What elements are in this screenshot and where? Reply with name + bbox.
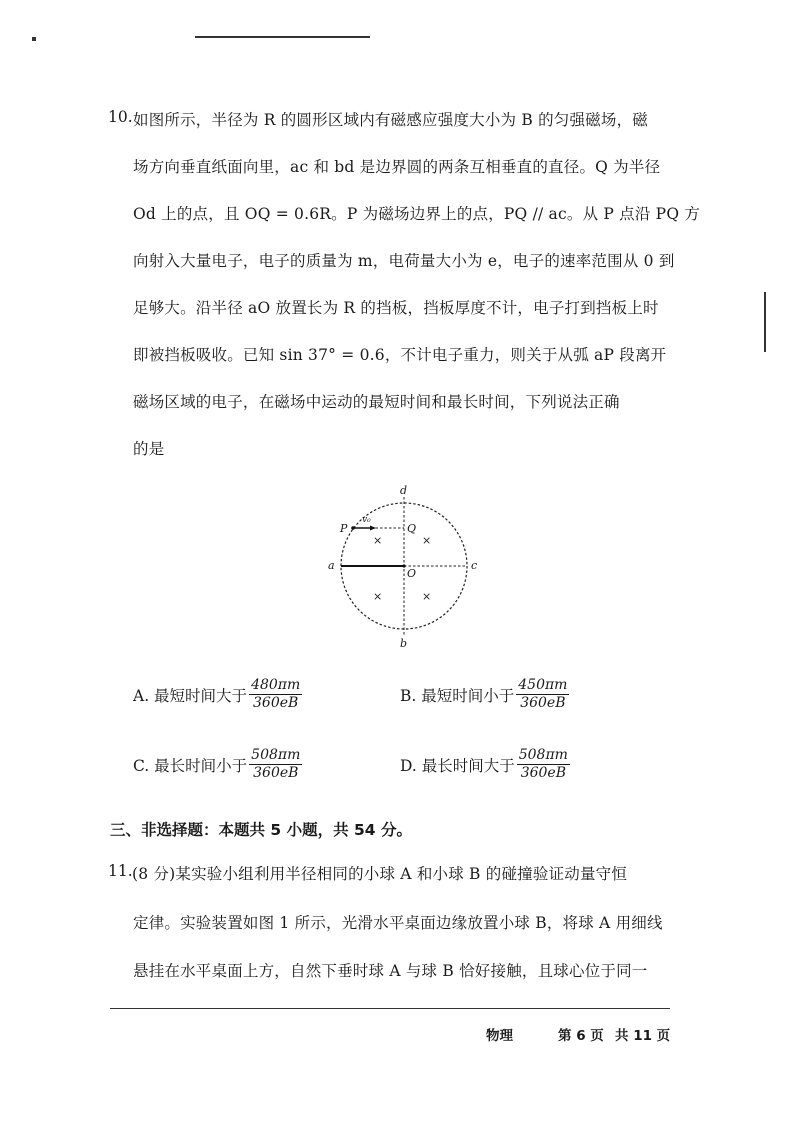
option-d <box>400 747 570 782</box>
option-d-fraction <box>517 747 570 782</box>
label-c: c <box>471 559 478 572</box>
option-c-fraction <box>249 747 302 782</box>
option-b-fraction <box>516 677 569 712</box>
label-Q: Q <box>407 522 417 535</box>
question-11-line-3: 悬挂在水平桌面上方，自然下垂时球 A 与球 B 恰好接触，且球心位于同一 <box>133 962 648 980</box>
option-c-text: C. 最长时间小于 <box>133 756 248 775</box>
point-O <box>402 564 405 567</box>
option-a <box>133 677 302 712</box>
footer-page-number: 第 6 页 <box>558 1028 604 1044</box>
option-a-text: A. 最短时间大于 <box>133 686 248 705</box>
scan-edge-mark <box>764 292 766 352</box>
label-P: P <box>340 522 348 535</box>
scan-artifact-mark <box>32 37 36 41</box>
option-d-denominator: 360eB <box>520 765 566 781</box>
question-10-line-3: Od 上的点，且 OQ = 0.6R。P 为磁场边界上的点，PQ // ac。从 P 点沿 PQ 方 <box>133 205 701 223</box>
footer-subject: 物理 <box>486 1028 513 1044</box>
option-d-text: D. 最长时间大于 <box>400 756 515 775</box>
label-a: a <box>328 559 335 572</box>
field-cross-3: × <box>373 590 383 603</box>
option-b-denominator: 360eB <box>520 695 566 711</box>
footer-total-pages: 共 11 页 <box>615 1028 671 1044</box>
label-d: d <box>400 484 408 497</box>
question-11-number: 11. <box>108 862 133 880</box>
label-v0: v₀ <box>362 515 371 525</box>
label-b: b <box>400 637 408 650</box>
question-10-line-1: 如图所示，半径为 R 的圆形区域内有磁感应强度大小为 B 的匀强磁场，磁 <box>133 111 648 129</box>
option-d-numerator: 508πm <box>518 747 568 763</box>
option-c-numerator: 508πm <box>251 747 301 763</box>
question-10-line-8: 的是 <box>133 440 165 458</box>
option-c <box>133 747 302 782</box>
velocity-arrowhead <box>370 526 376 531</box>
question-10-line-7: 磁场区域的电子，在磁场中运动的最短时间和最长时间，下列说法正确 <box>133 393 620 411</box>
option-b-text: B. 最短时间小于 <box>400 686 515 705</box>
question-11-line-1: (8 分)某实验小组利用半径相同的小球 A 和小球 B 的碰撞验证动量守恒 <box>132 865 628 883</box>
field-cross-4: × <box>422 590 432 603</box>
question-10-line-2: 场方向垂直纸面向里，ac 和 bd 是边界圆的两条互相垂直的直径。Q 为半径 <box>133 158 661 176</box>
scan-artifact-line <box>195 36 370 38</box>
question-10-line-5: 足够大。沿半径 aO 放置长为 R 的挡板，挡板厚度不计，电子打到挡板上时 <box>133 299 659 317</box>
question-11-line-2: 定律。实验装置如图 1 所示，光滑水平桌面边缘放置小球 B，将球 A 用细线 <box>133 914 663 932</box>
option-b-numerator: 450πm <box>518 677 568 693</box>
question-10-number: 10. <box>108 108 133 126</box>
option-b <box>400 677 569 712</box>
section-3-heading: 三、非选择题：本题共 5 小题，共 54 分。 <box>110 821 412 839</box>
footer-rule <box>110 1008 670 1009</box>
point-P <box>351 526 355 530</box>
option-a-fraction <box>249 677 302 712</box>
question-10-line-4: 向射入大量电子，电子的质量为 m，电荷量大小为 e，电子的速率范围从 0 到 <box>133 252 675 270</box>
field-cross-2: × <box>422 534 432 547</box>
label-O: O <box>407 567 417 580</box>
question-10-line-6: 即被挡板吸收。已知 sin 37° = 0.6，不计电子重力，则关于从弧 aP 段离开 <box>133 346 667 364</box>
option-a-denominator: 360eB <box>253 695 299 711</box>
field-cross-1: × <box>373 534 383 547</box>
magnetic-field-diagram <box>320 482 490 652</box>
option-c-denominator: 360eB <box>253 765 299 781</box>
option-a-numerator: 480πm <box>251 677 301 693</box>
